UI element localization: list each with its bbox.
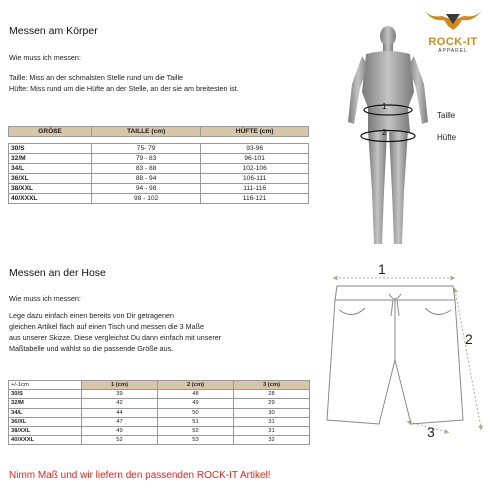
measure-mark-2: 2 <box>465 331 473 347</box>
measure-mark-3: 3 <box>427 424 435 440</box>
body-mark-2: 2 <box>382 128 387 137</box>
table-header-row <box>9 127 309 137</box>
header-measure-1: 1 (cm) <box>82 381 158 390</box>
table-row: 30/S 39 48 28 <box>9 390 310 399</box>
header-tolerance: +/-1cm <box>9 381 82 390</box>
table-row: 30/S 75- 79 93-96 <box>9 144 309 154</box>
hip-label: Hüfte <box>437 133 457 142</box>
brand-name: ROCK-IT <box>428 36 478 48</box>
table-row: 34/L 44 50 30 <box>9 408 310 417</box>
pants-section-title: Messen an der Hose <box>9 267 106 279</box>
shorts-diagram <box>305 260 495 440</box>
header-size: GRÖßE <box>9 127 92 137</box>
table-row: 36/XL 88 - 94 106-111 <box>9 174 309 184</box>
footer-slogan: Nimm Maß und wir liefern den passenden ROCK-IT Artikel! <box>9 470 271 481</box>
body-instruction-hip: Hüfte: Miss rund um die Hüfte an der Stelle, an der sie am breitesten ist. <box>9 84 239 93</box>
table-row: 32/M 79 - 83 96-101 <box>9 154 309 164</box>
table-row: 40/XXXL 98 - 102 116-121 <box>9 194 309 204</box>
table-row: 40/XXXL 52 53 32 <box>9 436 310 445</box>
pants-instruction-line: Lege dazu einfach einen bereits von Dir getragenen <box>9 311 175 320</box>
header-hip: HÜFTE (cm) <box>201 127 309 137</box>
body-mark-1: 1 <box>382 102 387 111</box>
table-row: 32/M 42 49 29 <box>9 399 310 408</box>
body-figure-illustration <box>338 22 438 254</box>
header-measure-3: 3 (cm) <box>234 381 310 390</box>
table-row: 38/XXL 94 - 98 111-116 <box>9 184 309 194</box>
table-header-row <box>9 381 310 390</box>
pants-instruction-line: Maßtabelle und wählst so die passende Größe aus. <box>9 344 174 353</box>
table-row: 34/L 83 - 88 102-106 <box>9 164 309 174</box>
body-section-question: Wie muss ich messen: <box>9 53 81 62</box>
pants-size-table <box>8 380 310 445</box>
table-row: 36/XL 47 51 31 <box>9 417 310 426</box>
waist-label: Taille <box>437 111 456 120</box>
table-row: 38/XXL 49 52 31 <box>9 426 310 435</box>
pants-instruction-line: gleichen Artikel flach auf einen Tisch und messen die 3 Maße <box>9 322 204 331</box>
measure-mark-1: 1 <box>378 261 386 277</box>
header-waist: TAILLE (cm) <box>92 127 201 137</box>
brand-subtitle: APPAREL <box>438 48 468 54</box>
body-section-title: Messen am Körper <box>9 25 98 37</box>
body-size-table <box>8 126 309 204</box>
pants-section-question: Wie muss ich messen: <box>9 294 81 303</box>
pants-instruction-line: aus unserer Skizze. Diese vergleichst Du dann einfach mit unserer <box>9 333 222 342</box>
body-instruction-waist: Taille: Miss an der schmalsten Stelle rund um die Taille <box>9 73 184 82</box>
header-measure-2: 2 (cm) <box>158 381 234 390</box>
